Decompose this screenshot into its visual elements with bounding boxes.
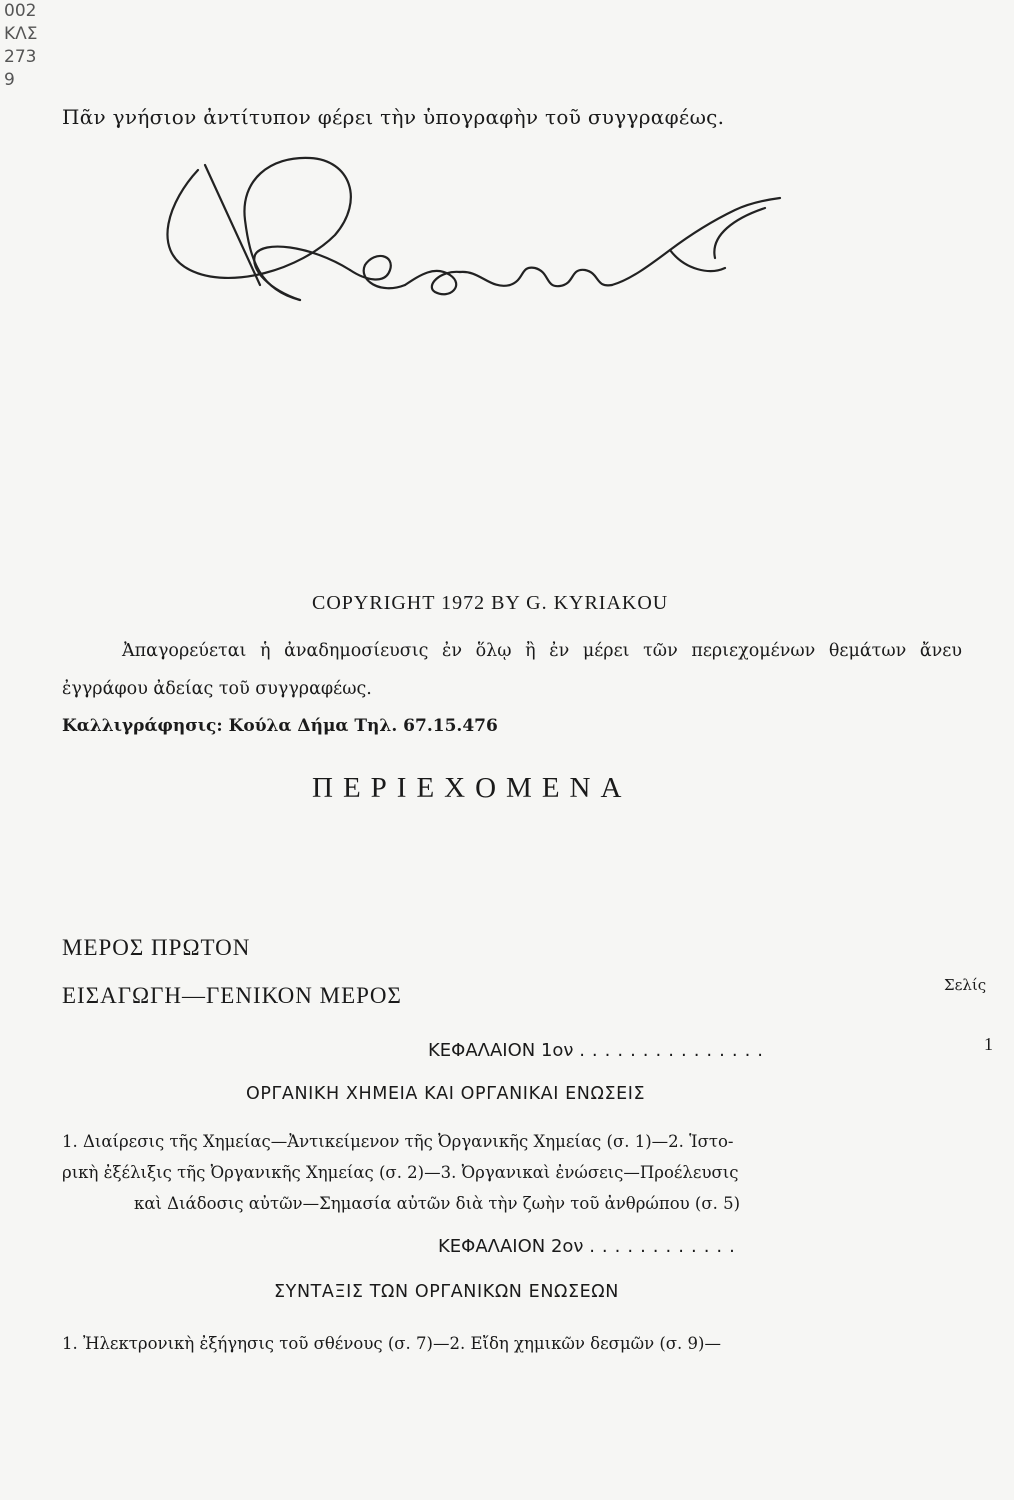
chapter-summary: [62, 1126, 740, 1219]
chapter-page-number: 1: [984, 1034, 993, 1054]
part-label: ΜΕΡΟΣ ΠΡΩΤΟΝ: [62, 935, 251, 960]
chapter-heading: ΣΥΝΤΑΞΙΣ ΤΩΝ ΟΡΓΑΝΙΚΩΝ ΕΝΩΣΕΩΝ: [274, 1282, 619, 1302]
margin-note: ΚΛΣ: [4, 24, 38, 44]
summary-line: 1. Διαίρεσις τῆς Χημείας—Ἀντικείμενον τῆς Ὀργανικῆς Χημείας (σ. 1)—2. Ἱστο-: [62, 1132, 734, 1151]
leader-dots: ............: [589, 1236, 742, 1257]
part-subtitle: ΕΙΣΑΓΩΓΗ—ΓΕΝΙΚΟΝ ΜΕΡΟΣ: [62, 983, 402, 1008]
reproduction-prohibition: Ἀπαγορεύεται ἡ ἀναδημοσίευσις ἐν ὅλῳ ἢ ἐν μέρει τῶν περιεχομένων θεμάτων ἄνευ ἐγγράφου ἀδείας τοῦ συγγραφέως.: [62, 641, 962, 699]
copyright-line: COPYRIGHT 1972 BY G. KYRIAKOU: [312, 592, 669, 614]
summary-line: ρικὴ ἐξέλιξις τῆς Ὀργανικῆς Χημείας (σ. 2)—3. Ὀργανικαὶ ἐνώσεις—Προέλευσις: [62, 1163, 739, 1182]
contents-title: ΠΕΡΙΕΧΟΜΕΝΑ: [312, 772, 632, 804]
summary-line: 1. Ἠλεκτρονικὴ ἐξήγησις τοῦ σθένους (σ. 7)—2. Εἴδη χημικῶν δεσμῶν (σ. 9)—: [62, 1334, 721, 1353]
margin-note: 002: [4, 1, 37, 21]
chapter-entry: [438, 1236, 742, 1257]
margin-note: 9: [4, 70, 15, 90]
chapter-label: ΚΕΦΑΛΑΙΟΝ 1ον: [428, 1040, 574, 1061]
page-column-label: Σελίς: [944, 976, 987, 994]
chapter-entry: [428, 1040, 770, 1061]
margin-handwritten-notes: [4, 0, 38, 92]
summary-line: καὶ Διάδοσις αὐτῶν—Σημασία αὐτῶν διὰ τὴν ζωὴν τοῦ ἀνθρώπου (σ. 5): [134, 1194, 741, 1213]
chapter-summary: [62, 1328, 721, 1359]
calligraphy-credit: Καλλιγράφησις: Κούλα Δήμα Τηλ. 67.15.476: [62, 716, 498, 736]
chapter-label: ΚΕΦΑΛΑΙΟΝ 2ον: [438, 1236, 584, 1257]
leader-dots: ...............: [579, 1040, 771, 1061]
authenticity-notice: Πᾶν γνήσιον ἀντίτυπον φέρει τὴν ὑπογραφὴν τοῦ συγγραφέως.: [62, 105, 725, 129]
chapter-heading: ΟΡΓΑΝΙΚΗ ΧΗΜΕΙΑ ΚΑΙ ΟΡΓΑΝΙΚΑΙ ΕΝΩΣΕΙΣ: [246, 1084, 646, 1104]
author-signature: [150, 140, 790, 320]
margin-note: 273: [4, 47, 37, 67]
